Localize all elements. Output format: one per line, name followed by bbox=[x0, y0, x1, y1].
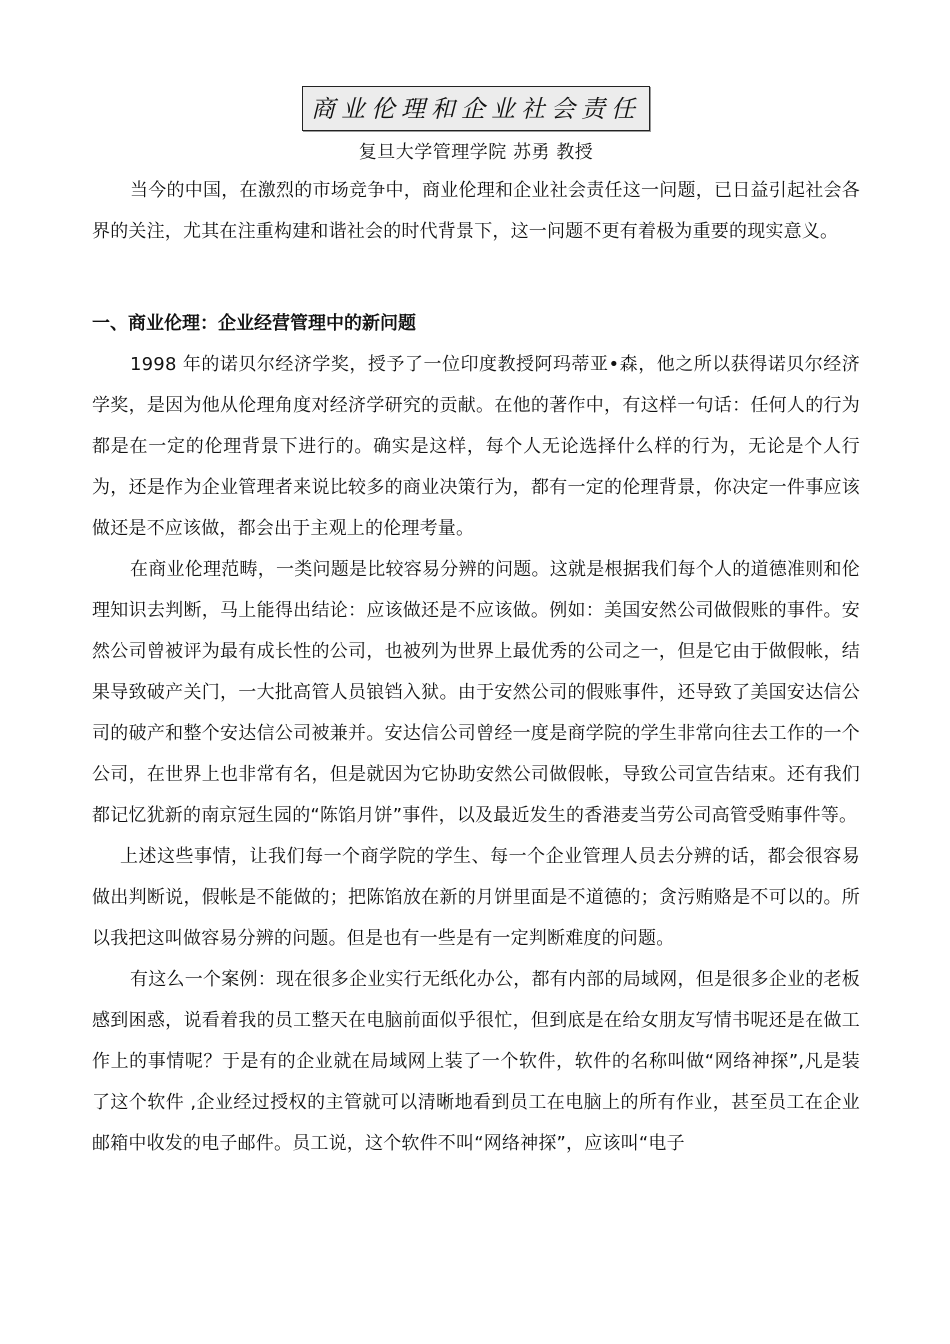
body-paragraph-2: 在商业伦理范畴，一类问题是比较容易分辨的问题。这就是根据我们每个人的道德准则和伦理知识去判断，马上能得出结论：应该做还是不应该做。例如：美国安然公司做假账的事件。安然公司曾被评为最有成长性的公司，也被列为世界上最优秀的公司之一，但是它由于做假帐，结果导致破产关门，一大批高管人员锒铛入狱。由于安然公司的假账事件，还导致了美国安达信公司的破产和整个安达信公司被兼并。安达信公司曾经一度是商学院的学生非常向往去工作的一个公司，在世界上也非常有名，但是就因为它协助安然公司做假帐，导致公司宣告结束。还有我们都记忆犹新的南京冠生园的“陈馅月饼”事件，以及最近发生的香港麦当劳公司高管受贿事件等。 bbox=[92, 559, 860, 826]
document-title: 商业伦理和企业社会责任 bbox=[302, 86, 650, 131]
title-area bbox=[92, 86, 860, 131]
document-page bbox=[92, 0, 860, 1164]
body-paragraph-3: 上述这些事情，让我们每一个商学院的学生、每一个企业管理人员去分辨的话，都会很容易做出判断说，假帐是不能做的；把陈馅放在新的月饼里面是不道德的；贪污贿赂是不可以的。所以我把这叫做容易分辨的问题。但是也有一些是有一定判断难度的问题。 bbox=[92, 846, 860, 949]
body-paragraph-4: 有这么一个案例：现在很多企业实行无纸化办公，都有内部的局域网，但是很多企业的老板感到困惑，说看着我的员工整天在电脑前面似乎很忙，但到底是在给女朋友写情书呢还是在做工作上的事情呢？于是有的企业就在局域网上装了一个软件，软件的名称叫做“网络神探”,凡是装了这个软件 ,企业经过授权的主管就可以清晰地看到员工在电脑上的所有作业，甚至员工在企业邮箱中收发的电子邮件。员工说，这个软件不叫“网络神探”，应该叫“电子 bbox=[92, 969, 860, 1154]
body-paragraph-1: 1998 年的诺贝尔经济学奖，授予了一位印度教授阿玛蒂亚•森，他之所以获得诺贝尔经济学奖，是因为他从伦理角度对经济学研究的贡献。在他的著作中，有这样一句话：任何人的行为都是在一定的伦理背景下进行的。确实是这样，每个人无论选择什么样的行为，无论是个人行为，还是作为企业管理者来说比较多的商业决策行为，都有一定的伦理背景，你决定一件事应该做还是不应该做，都会出于主观上的伦理考量。 bbox=[92, 354, 860, 539]
author-line: 复旦大学管理学院 苏勇 教授 bbox=[358, 142, 594, 163]
intro-paragraph: 当今的中国，在激烈的市场竞争中，商业伦理和企业社会责任这一问题，已日益引起社会各界的关注，尤其在注重构建和谐社会的时代背景下，这一问题不更有着极为重要的现实意义。 bbox=[92, 180, 860, 242]
section-heading: 一、商业伦理：企业经营管理中的新问题 bbox=[92, 313, 416, 334]
